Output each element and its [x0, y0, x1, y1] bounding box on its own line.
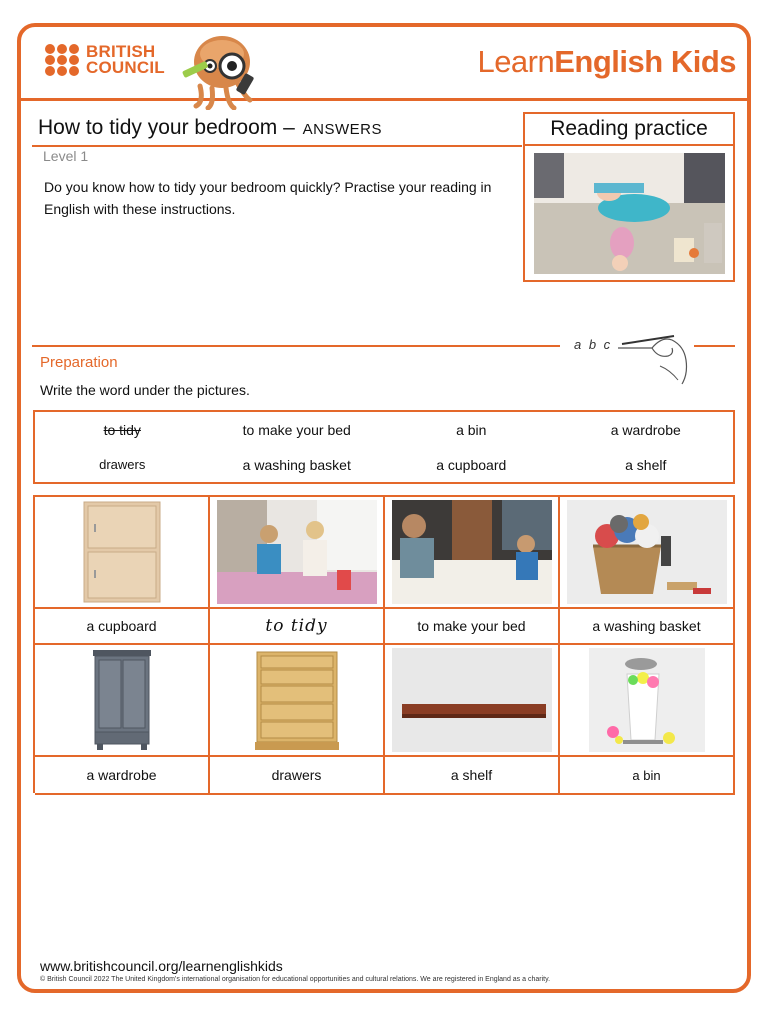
page-title	[38, 116, 382, 140]
learnenglish-kids-logo: LearnEnglish Kids	[477, 44, 736, 79]
picture-cell	[35, 645, 210, 757]
wardrobe-image	[87, 648, 157, 752]
picture-label: drawers	[210, 757, 385, 795]
picture-grid	[33, 495, 735, 793]
word-bank-item: a wardrobe	[610, 421, 681, 438]
preparation-instruction: Write the word under the pictures.	[40, 382, 250, 398]
word-bank-item: a washing basket	[242, 456, 351, 473]
bc-logo-line2: COUNCIL	[86, 58, 165, 77]
bin-image	[589, 648, 705, 752]
bc-logo-line1: BRITISH	[86, 42, 156, 61]
abc-writing-label: a b c	[574, 337, 613, 352]
picture-cell	[385, 497, 560, 609]
making-bed-image	[392, 500, 552, 604]
picture-label: a cupboard	[35, 609, 210, 645]
footer-url[interactable]: www.britishcouncil.org/learnenglishkids	[40, 958, 283, 974]
washing-basket-image	[567, 500, 727, 604]
picture-cell	[560, 497, 735, 609]
preparation-divider-right	[694, 345, 735, 347]
picture-label: to tidy	[210, 609, 385, 645]
word-bank-item: drawers	[99, 457, 146, 472]
title-main: How to tidy your bedroom –	[38, 116, 295, 139]
reading-practice-badge: Reading practice	[523, 112, 735, 146]
preparation-divider-left	[32, 345, 560, 347]
word-bank-item: a cupboard	[436, 456, 507, 473]
picture-cell	[35, 497, 210, 609]
writing-hand-icon	[612, 330, 692, 386]
cupboard-image	[82, 500, 162, 604]
drawers-image	[249, 648, 345, 752]
picture-label: a washing basket	[560, 609, 735, 645]
header-divider	[19, 98, 749, 101]
picture-label: a bin	[560, 757, 735, 795]
british-council-dots-icon	[45, 44, 80, 76]
picture-label: a wardrobe	[35, 757, 210, 795]
picture-cell	[210, 497, 385, 609]
picture-label: to make your bed	[385, 609, 560, 645]
shelf-image	[392, 648, 552, 752]
british-council-logo	[45, 44, 165, 76]
picture-cell	[210, 645, 385, 757]
footer-copyright: © British Council 2022 The United Kingdom's international organisation for educational opportunities and cultural relations. We are registered in England as a charity.	[40, 976, 551, 983]
title-answers: ANSWERS	[302, 121, 382, 138]
girl-lying-on-floor-photo	[534, 153, 725, 274]
word-bank-item: a shelf	[625, 456, 667, 473]
word-bank-item: a bin	[456, 421, 487, 438]
word-bank-item: to make your bed	[242, 421, 351, 438]
word-bank-item: to tidy	[103, 421, 141, 438]
girls-tidying-image	[217, 500, 377, 604]
intro-text: Do you know how to tidy your bedroom quickly? Practise your reading in English with these instructions.	[44, 179, 492, 217]
picture-label: a shelf	[385, 757, 560, 795]
picture-cell	[560, 645, 735, 757]
level-label: Level 1	[43, 148, 89, 164]
picture-cell	[385, 645, 560, 757]
mascot-icon	[180, 32, 256, 110]
preparation-heading: Preparation	[40, 354, 118, 371]
title-divider	[32, 145, 522, 147]
word-bank	[33, 410, 735, 484]
